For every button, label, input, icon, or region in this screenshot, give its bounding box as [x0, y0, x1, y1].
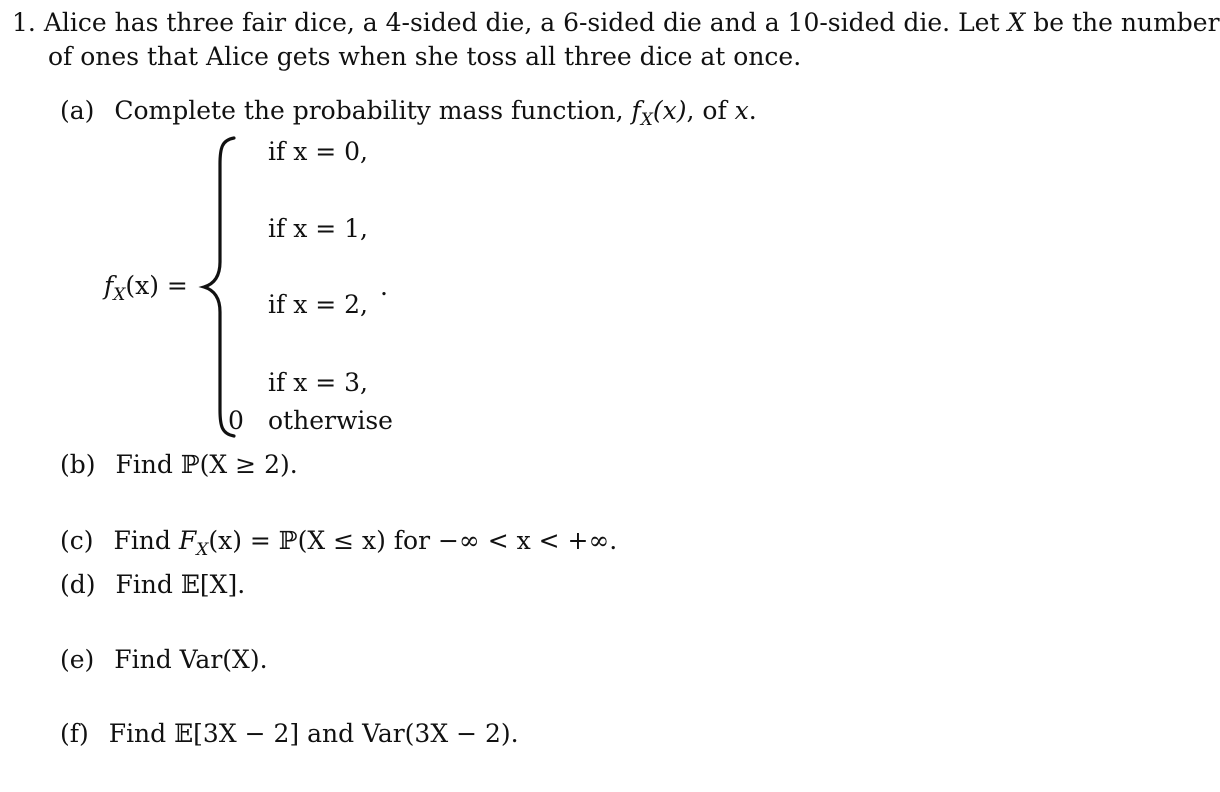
pmf-trailing-dot: . — [380, 272, 388, 301]
pmf-case-x0: if x = 0, — [268, 137, 368, 166]
left-brace-icon — [200, 134, 240, 440]
pmf-lhs-rest: (x) = — [125, 271, 188, 300]
item-f-expr: 𝔼[3X − 2] — [174, 719, 300, 748]
item-c-sub: X — [196, 540, 209, 560]
item-f-expr2: Var(3X − 2). — [362, 719, 519, 748]
problem-stem-line-1 — [12, 8, 1220, 38]
item-c-expr2: (x) = ℙ(X ≤ x) for −∞ < x < +∞. — [208, 526, 618, 555]
item-a-math-tail: (x) — [652, 96, 687, 125]
item-f-and: and — [307, 719, 355, 748]
pmf-case-x3: if x = 3, — [268, 368, 368, 397]
item-a-tail: , of — [686, 96, 727, 125]
item-e-label: (e) — [60, 645, 95, 674]
item-b-expr: ℙ(X ≥ 2). — [180, 450, 298, 479]
stem-text-1: Alice has three fair dice, a 4-sided die, a 6-sided die and a 10-sided die. Let — [43, 8, 1000, 37]
item-f-text: Find — [108, 719, 167, 748]
problem-stem-line-2: of ones that Alice gets when she toss all three dice at once. — [48, 42, 802, 71]
item-a-sub: X — [640, 110, 653, 130]
pmf-case-x1: if x = 1, — [268, 214, 368, 243]
item-c — [60, 526, 617, 565]
pmf-lhs-f: f — [104, 271, 114, 300]
problem-number: 1. — [12, 8, 36, 37]
item-a-f: f — [631, 96, 641, 125]
item-e-text: Find — [114, 645, 172, 674]
item-a-text: Complete the probability mass function, — [114, 96, 624, 125]
item-d-text: Find — [115, 570, 173, 599]
item-d — [60, 570, 245, 600]
item-c-text: Find — [113, 526, 171, 555]
item-e — [60, 645, 268, 675]
item-a-end: . — [748, 96, 757, 125]
item-c-F: F — [178, 526, 197, 555]
item-c-label: (c) — [60, 526, 94, 555]
pmf-otherwise-value: 0 — [228, 406, 244, 435]
item-e-expr: Var(X). — [179, 645, 268, 674]
variable-X: X — [1007, 8, 1026, 37]
pmf-lhs — [104, 271, 188, 310]
item-a-label: (a) — [60, 96, 95, 125]
item-b-label: (b) — [60, 450, 96, 479]
item-a — [60, 96, 757, 135]
item-d-label: (d) — [60, 570, 96, 599]
item-a-var: x — [734, 96, 749, 125]
item-f-label: (f) — [60, 719, 89, 748]
item-f — [60, 719, 519, 749]
item-d-expr: 𝔼[X]. — [180, 570, 246, 599]
pmf-lhs-sub: X — [113, 285, 126, 305]
stem-text-1-end: be the number — [1033, 8, 1220, 37]
pmf-case-otherwise: otherwise — [268, 406, 393, 435]
item-b-text: Find — [115, 450, 173, 479]
item-b — [60, 450, 298, 480]
pmf-case-x2: if x = 2, — [268, 290, 368, 319]
